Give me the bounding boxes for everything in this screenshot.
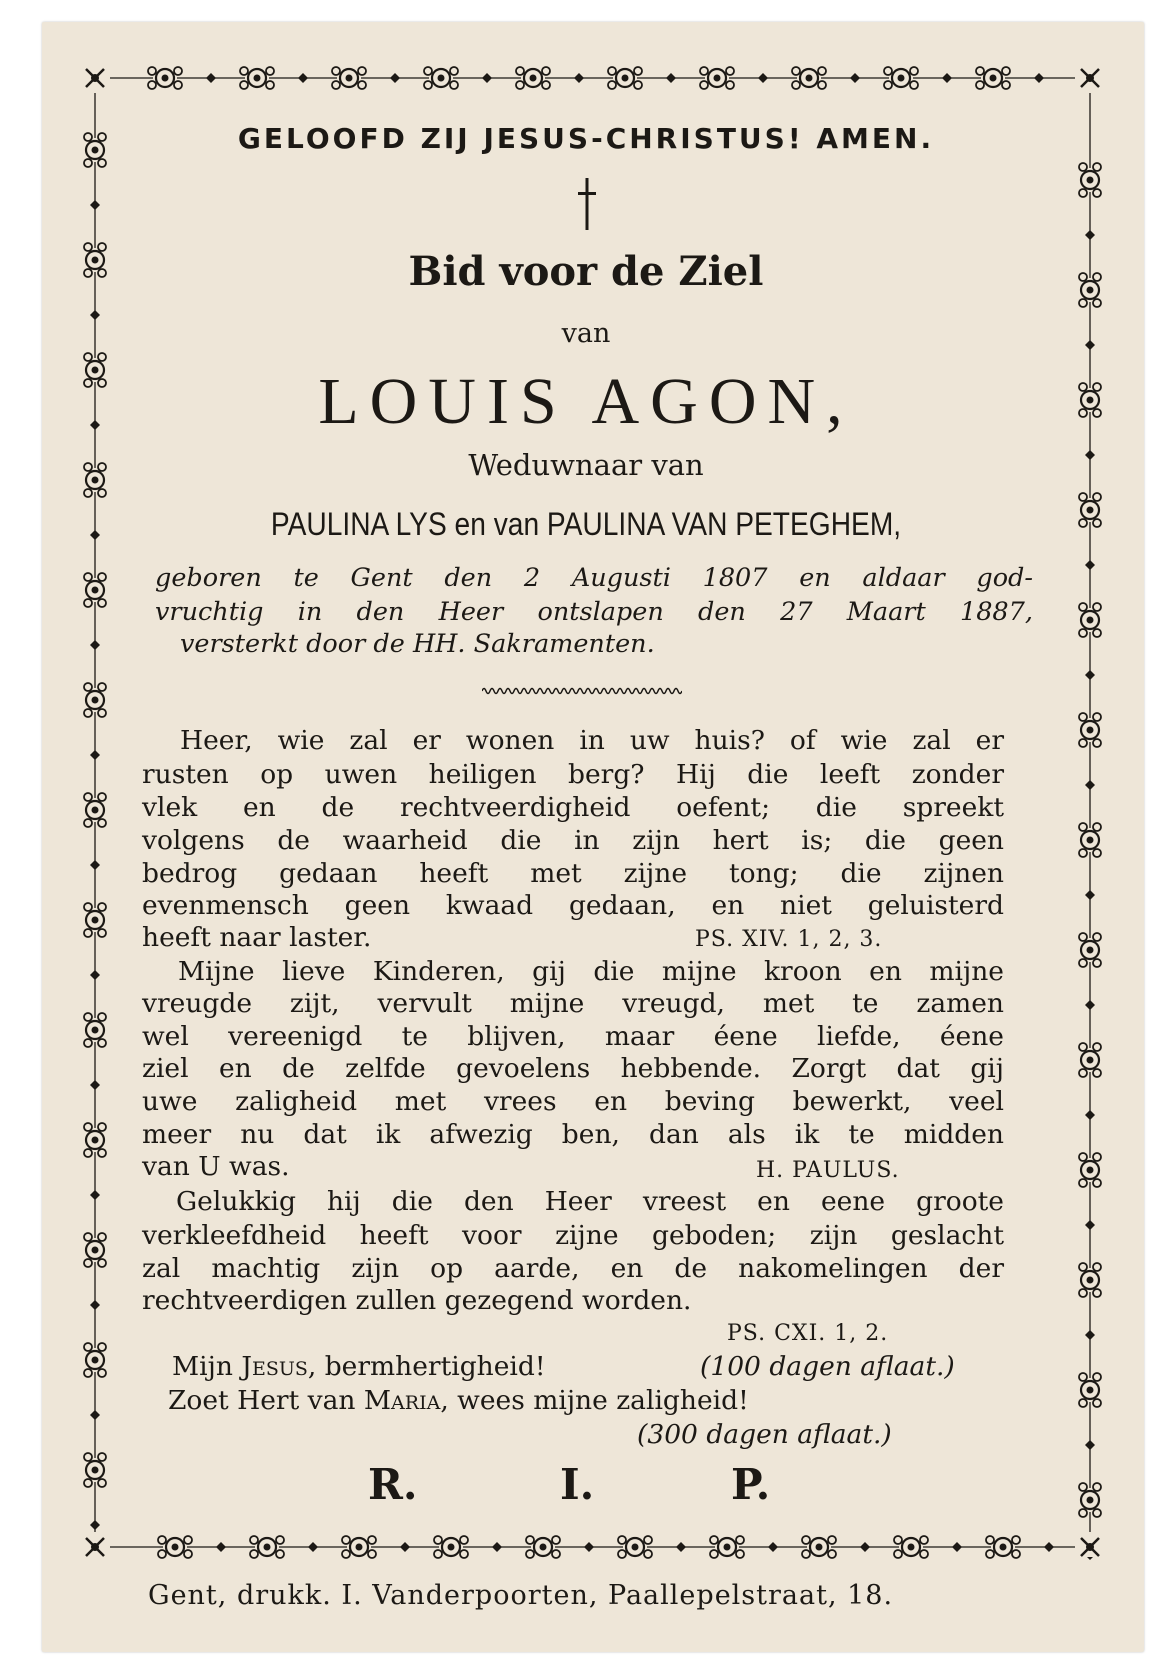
printer-footer: Gent, drukk. I. Vanderpoorten, Paallepelstraat, 18. (148, 1580, 894, 1611)
psalm14-line: vlek en de rechtveerdigheid oefent; die spreekt (142, 792, 1004, 823)
prayer-jesus: Mijn Jesus, bermhertigheid! (172, 1351, 546, 1382)
psalm14-line: volgens de waarheid die in zijn hert is; die geen (142, 825, 1004, 856)
psalm14-line: heeft naar laster. (142, 922, 372, 953)
paulus-line: uwe zaligheid met vrees en beving bewerkt, veel (142, 1086, 1004, 1117)
header-line: GELOOFD ZIJ JESUS-CHRISTUS! AMEN. (237, 122, 935, 155)
psalm111-line: Gelukkig hij die den Heer vreest en eene groote (176, 1186, 1004, 1217)
wave-divider (482, 685, 682, 697)
birth-death-line: versterkt door de HH. Sakramenten. (180, 629, 655, 659)
paulus-line: van U was. (142, 1151, 290, 1182)
title-bid: Bid voor de Ziel (408, 248, 764, 295)
psalm111-line: zal machtig zijn op aarde, en de nakomelingen der (142, 1253, 1004, 1284)
rip-p: P. (731, 1460, 771, 1509)
cross-icon (578, 178, 596, 230)
psalm14-reference: PS. XIV. 1, 2, 3. (695, 927, 883, 952)
paulus-line: Mijne lieve Kinderen, gij die mijne kroon en mijne (178, 956, 1004, 987)
deceased-name: LOUIS AGON, (318, 365, 854, 438)
psalm111-line: rechtveerdigen zullen gezegend worden. (142, 1285, 692, 1316)
paulus-reference: H. PAULUS. (756, 1158, 900, 1183)
spouses-names: PAULINA LYS en van PAULINA VAN PETEGHEM, (270, 506, 902, 542)
rip-i: I. (560, 1460, 595, 1509)
psalm14-line: bedrog gedaan heeft met zijne tong; die zijnen (142, 858, 1004, 889)
title-van: van (561, 318, 611, 349)
birth-death-line: vruchtig in den Heer ontslapen den 27 Maart 1887, (155, 597, 1033, 627)
prayer-maria: Zoet Hert van Maria, wees mijne zaligheid! (168, 1385, 749, 1416)
paulus-line: meer nu dat ik afwezig ben, dan als ik te midden (142, 1119, 1004, 1150)
widower-label: Weduwnaar van (468, 448, 704, 482)
psalm111-reference: PS. CXI. 1, 2. (727, 1321, 889, 1346)
psalm14-line: rusten op uwen heiligen berg? Hij die leeft zonder (142, 759, 1004, 790)
indulgence-100: (100 dagen aflaat.) (700, 1351, 955, 1382)
psalm14-line: Heer, wie zal er wonen in uw huis? of wie zal er (180, 725, 1004, 756)
rip-r: R. (368, 1460, 418, 1509)
psalm14-line: evenmensch geen kwaad gedaan, en niet geluisterd (142, 890, 1004, 921)
birth-death-line: geboren te Gent den 2 Augusti 1807 en aldaar god- (155, 563, 1033, 593)
paulus-line: wel vereenigd te blijven, maar éene liefde, éene (142, 1021, 1004, 1052)
paulus-line: ziel en de zelfde gevoelens hebbende. Zorgt dat gij (142, 1053, 1004, 1084)
paulus-line: vreugde zijt, vervult mijne vreugd, met te zamen (142, 988, 1004, 1019)
psalm111-line: verkleefdheid heeft voor zijne geboden; zijn geslacht (142, 1220, 1004, 1251)
indulgence-300: (300 dagen aflaat.) (637, 1419, 892, 1450)
